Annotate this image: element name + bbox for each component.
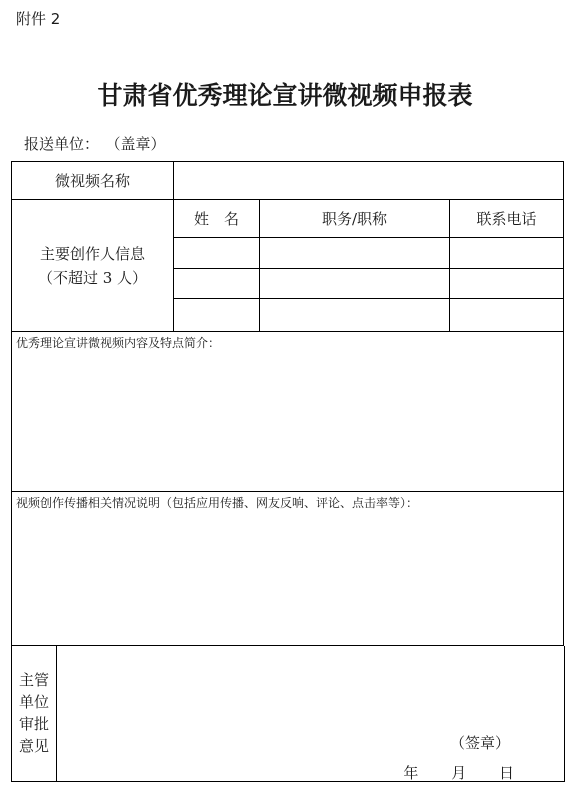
submit-unit-line <box>24 133 166 154</box>
creator-3-position-field[interactable] <box>260 299 450 332</box>
form-title: 甘肃省优秀理论宣讲微视频申报表 <box>97 81 473 110</box>
col-header-position: 职务/职称 <box>260 200 450 238</box>
creator-info-label: 主要创作人信息 <box>39 244 145 263</box>
approval-label-line: 单位 <box>18 693 49 711</box>
creator-1-position-field[interactable] <box>260 238 450 269</box>
content-intro-field[interactable] <box>12 332 564 492</box>
signature-area <box>57 646 564 780</box>
video-name-label: 微视频名称 <box>12 162 174 200</box>
date-month: 月 <box>451 763 467 782</box>
approval-label-line: 审批 <box>18 715 49 733</box>
dissemination-field[interactable] <box>12 492 564 646</box>
approval-label-line: 主管 <box>18 671 49 689</box>
creator-2-position-field[interactable] <box>260 269 450 299</box>
creator-3-phone-field[interactable] <box>450 299 564 332</box>
creator-2-name-field[interactable] <box>174 269 260 299</box>
submit-unit-label: 报送单位： <box>24 135 100 153</box>
creator-limit-note: （不超过 3 人） <box>37 268 148 287</box>
video-name-field[interactable] <box>174 162 564 200</box>
attachment-label: 附件 2 <box>16 10 61 28</box>
creator-info-cell <box>12 200 174 332</box>
creator-3-name-field[interactable] <box>174 299 260 332</box>
col-header-phone: 联系电话 <box>450 200 564 238</box>
content-intro-label: 优秀理论宣讲微视频内容及特点简介： <box>16 336 221 350</box>
col-header-name: 姓 名 <box>174 200 260 238</box>
date-line <box>403 762 514 783</box>
seal-note: （盖章） <box>113 135 166 153</box>
creator-2-phone-field[interactable] <box>450 269 564 299</box>
approval-label-line: 意见 <box>18 737 49 755</box>
date-year: 年 <box>403 763 419 782</box>
approval-label-cell <box>12 646 57 781</box>
date-day: 日 <box>499 763 515 782</box>
signature-note: （签章） <box>450 733 511 752</box>
approval-opinion-field[interactable] <box>57 646 564 781</box>
dissemination-label: 视频创作传播相关情况说明（包括应用传播、网友反响、评论、点击率等）： <box>16 496 419 510</box>
approval-row <box>11 646 565 782</box>
creator-1-phone-field[interactable] <box>450 238 564 269</box>
creator-1-name-field[interactable] <box>174 238 260 269</box>
